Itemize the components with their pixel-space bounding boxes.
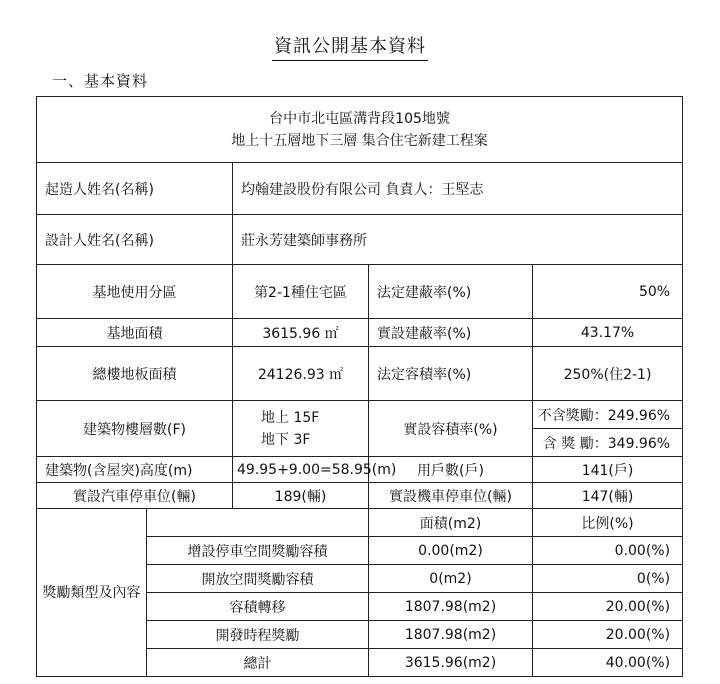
legal-coverage-label: 法定建蔽率(%) xyxy=(369,265,533,319)
bonus-name: 容積轉移 xyxy=(147,593,369,621)
actual-far-without-bonus: 不含獎勵：249.96% xyxy=(533,401,683,429)
legal-far-label: 法定容積率(%) xyxy=(369,347,533,401)
units-value: 141(戶) xyxy=(533,457,683,483)
zoning-value: 第2-1種住宅區 xyxy=(233,265,369,319)
floor-area-value: 24126.93 ㎡ xyxy=(233,347,369,401)
site-area-value: 3615.96 ㎡ xyxy=(233,319,369,347)
project-address: 台中市北屯區溝背段105地號 xyxy=(269,110,450,127)
bonus-name: 開發時程獎勵 xyxy=(147,621,369,649)
units-label: 用戶數(戶) xyxy=(369,457,533,483)
bonus-area: 0(m2) xyxy=(369,565,533,593)
moto-parking-value: 147(輛) xyxy=(533,483,683,509)
bonus-ratio: 0.00(%) xyxy=(533,537,683,565)
bonus-name: 開放空間獎勵容積 xyxy=(147,565,369,593)
bonus-header-ratio: 比例(%) xyxy=(533,509,683,537)
bonus-area: 1807.98(m2) xyxy=(369,621,533,649)
bonus-total-name: 總計 xyxy=(147,649,369,677)
floors-below: 地下 3F xyxy=(261,431,311,448)
site-area-label: 基地面積 xyxy=(37,319,233,347)
actual-coverage-label: 實設建蔽率(%) xyxy=(369,319,533,347)
document-title: 資訊公開基本資料 xyxy=(272,32,428,61)
owner-label: 起造人姓名(名稱) xyxy=(37,163,233,215)
actual-far-with-bonus: 含 獎 勵：349.96% xyxy=(533,429,683,457)
floors-above: 地上 15F xyxy=(261,409,320,426)
bonus-total-area: 3615.96(m2) xyxy=(369,649,533,677)
height-label: 建築物(含屋突)高度(m) xyxy=(37,457,233,483)
bonus-ratio: 20.00(%) xyxy=(533,621,683,649)
project-description: 地上十五層地下三層 集合住宅新建工程案 xyxy=(231,132,488,149)
moto-parking-label: 實設機車停車位(輛) xyxy=(369,483,533,509)
owner-value: 均翰建設股份有限公司 負責人：王堅志 xyxy=(233,163,683,215)
legal-coverage-value: 50% xyxy=(533,265,683,319)
car-parking-label: 實設汽車停車位(輛) xyxy=(37,483,233,509)
height-value: 49.95+9.00=58.95(m) xyxy=(233,457,369,483)
project-name-cell xyxy=(37,97,683,163)
basic-info-table xyxy=(36,96,683,677)
actual-far-label: 實設容積率(%) xyxy=(369,401,533,457)
actual-coverage-value: 43.17% xyxy=(533,319,683,347)
legal-far-value: 250%(住2-1) xyxy=(533,347,683,401)
designer-label: 設計人姓名(名稱) xyxy=(37,215,233,265)
bonus-ratio: 0(%) xyxy=(533,565,683,593)
bonus-total-ratio: 40.00(%) xyxy=(533,649,683,677)
section-title: 一、基本資料 xyxy=(52,72,149,90)
designer-value: 莊永芳建築師事務所 xyxy=(233,215,683,265)
bonus-header-area: 面積(m2) xyxy=(369,509,533,537)
car-parking-value: 189(輛) xyxy=(233,483,369,509)
floors-label: 建築物樓層數(F) xyxy=(37,401,233,457)
floor-area-label: 總樓地板面積 xyxy=(37,347,233,401)
bonus-ratio: 20.00(%) xyxy=(533,593,683,621)
bonus-header-blank xyxy=(147,509,369,537)
bonus-name: 增設停車空間獎勵容積 xyxy=(147,537,369,565)
bonus-label: 獎勵類型及內容 xyxy=(37,509,147,677)
bonus-area: 0.00(m2) xyxy=(369,537,533,565)
floors-value xyxy=(233,401,369,457)
zoning-label: 基地使用分區 xyxy=(37,265,233,319)
bonus-area: 1807.98(m2) xyxy=(369,593,533,621)
